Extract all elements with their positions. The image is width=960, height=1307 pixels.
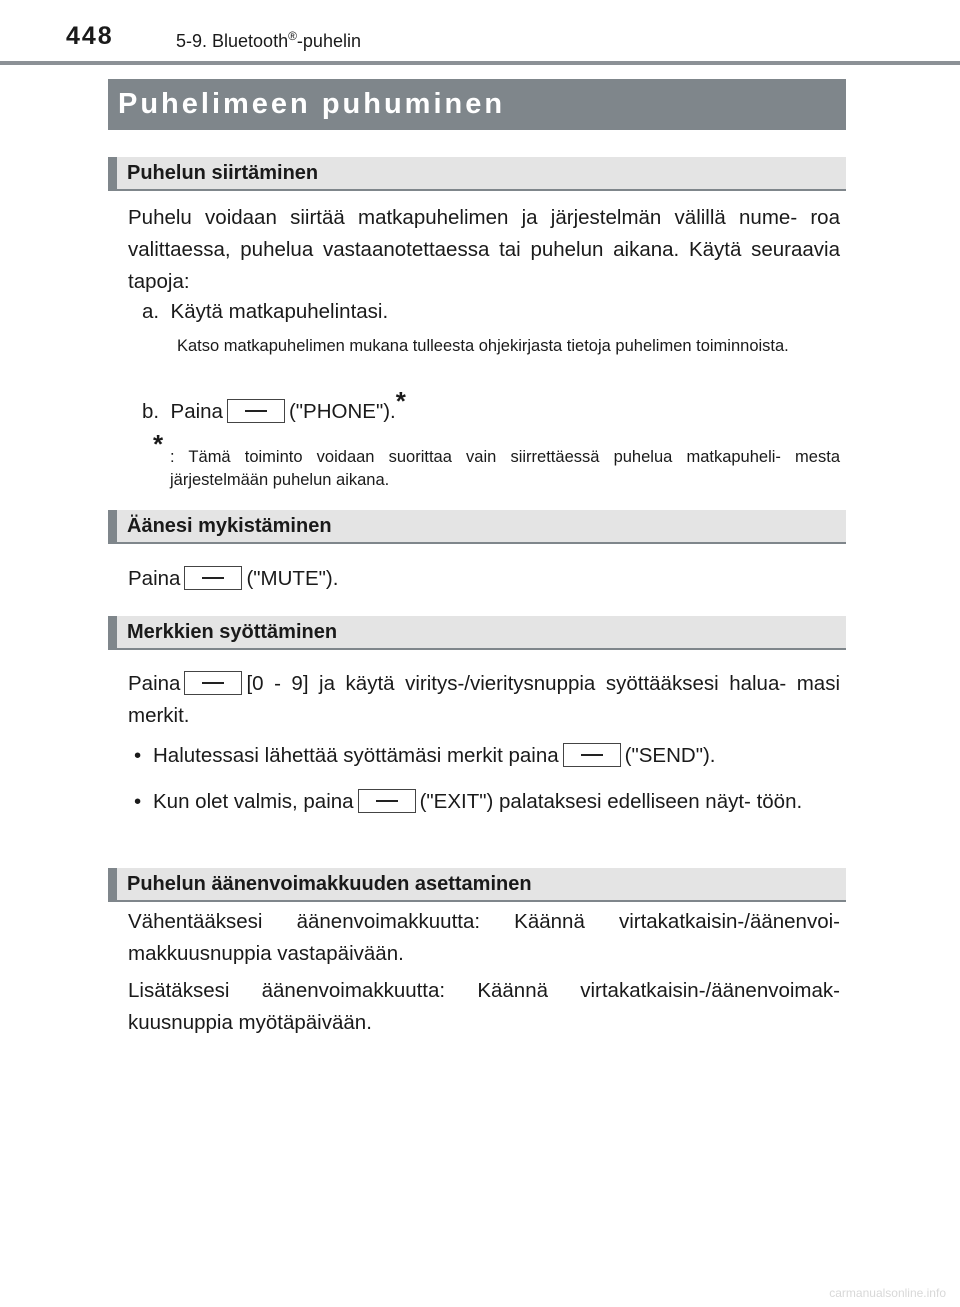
footnote-star-marker: * bbox=[395, 386, 406, 416]
heading-volume: Puhelun äänenvoimakkuuden asettaminen bbox=[108, 868, 846, 902]
item-b-after: ("PHONE"). bbox=[288, 400, 396, 423]
mute-button[interactable] bbox=[184, 566, 242, 590]
bullet-send-after: ("SEND"). bbox=[624, 744, 716, 767]
item-a bbox=[142, 296, 742, 328]
digits-button[interactable] bbox=[184, 671, 242, 695]
page-number: 448 bbox=[66, 22, 114, 50]
item-a-note: Katso matkapuhelimen mukana tulleesta ohjekirjasta tietoja puhelimen toiminnoista. bbox=[177, 337, 789, 355]
registered-mark: ® bbox=[288, 29, 297, 43]
item-b-before: Paina bbox=[170, 400, 223, 423]
exit-button[interactable] bbox=[358, 789, 416, 813]
watermark: carmanualsonline.info bbox=[829, 1286, 946, 1300]
bullet-exit-after: ("EXIT") palataksesi edelliseen näyt- töön. bbox=[419, 790, 803, 813]
bullet-send bbox=[134, 740, 840, 772]
item-a-text: Käytä matkapuhelintasi. bbox=[170, 300, 389, 323]
page-title: Puhelimeen puhuminen bbox=[108, 79, 846, 130]
transfer-intro: Puhelu voidaan siirtää matkapuhelimen ja järjestelmän välillä nume- roa valittaessa, puhelua vastaanotettaessa tai puhelun aikana. Käytä seuraavia tapoja: bbox=[128, 206, 840, 293]
mute-after: ("MUTE"). bbox=[246, 567, 339, 590]
bullet-dot: • bbox=[134, 744, 142, 767]
heading-transfer: Puhelun siirtäminen bbox=[108, 157, 846, 191]
volume-increase: Lisätäksesi äänenvoimakkuutta: Käännä virtakatkaisin-/äänenvoimak- kuusnuppia myötäpäivään. bbox=[128, 979, 840, 1034]
section-path bbox=[176, 29, 361, 52]
section-prefix: 5-9. Bluetooth bbox=[176, 31, 289, 51]
footnote-text: : Tämä toiminto voidaan suorittaa vain siirrettäessä puhelua matkapuheli- mesta järjestelmään puhelun aikana. bbox=[170, 448, 840, 489]
heading-digits: Merkkien syöttäminen bbox=[108, 616, 846, 650]
mute-before: Paina bbox=[128, 567, 181, 590]
digits-instruction bbox=[128, 668, 840, 732]
send-button[interactable] bbox=[563, 743, 621, 767]
bullet-dot: • bbox=[134, 790, 142, 813]
volume-decrease: Vähentääksesi äänenvoimakkuutta: Käännä virtakatkaisin-/äänenvoi- makkuusnuppia vastapäivään. bbox=[128, 910, 840, 965]
digits-before: Paina bbox=[128, 672, 181, 695]
item-a-label: a. bbox=[142, 300, 160, 323]
bullet-exit-before: Kun olet valmis, paina bbox=[153, 790, 354, 813]
item-b-label: b. bbox=[142, 400, 160, 423]
digits-after: [0 - 9] ja käytä viritys-/vieritysnuppia syöttääksesi halua- masi merkit. bbox=[128, 672, 840, 727]
heading-mute: Äänesi mykistäminen bbox=[108, 510, 846, 544]
footnote-star: * bbox=[153, 429, 164, 459]
mute-instruction bbox=[128, 563, 840, 595]
bullet-send-before: Halutessasi lähettää syöttämäsi merkit paina bbox=[153, 744, 559, 767]
bullet-exit bbox=[134, 786, 840, 818]
section-suffix: -puhelin bbox=[296, 31, 361, 51]
header-divider bbox=[0, 61, 960, 65]
item-b bbox=[142, 386, 742, 428]
phone-button[interactable] bbox=[227, 399, 285, 423]
